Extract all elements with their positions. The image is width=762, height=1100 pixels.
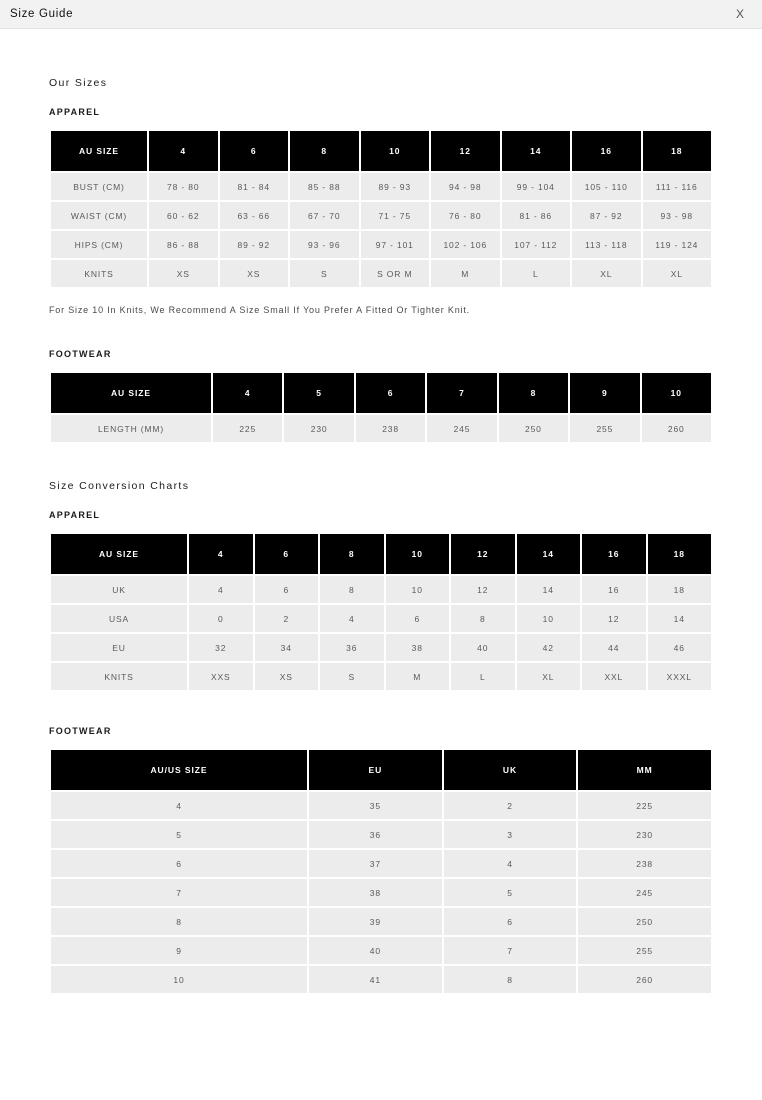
table-cell: 0 bbox=[189, 605, 253, 632]
table-cell: 250 bbox=[499, 415, 568, 442]
table-cell: 41 bbox=[309, 966, 442, 993]
table-row bbox=[51, 908, 711, 935]
table-cell: 245 bbox=[427, 415, 496, 442]
table-cell: 8 bbox=[444, 966, 577, 993]
table-cell: 99 - 104 bbox=[502, 173, 571, 200]
table-header-cell: AU SIZE bbox=[51, 534, 187, 574]
table-header-cell: 6 bbox=[356, 373, 425, 413]
table-cell: 93 - 96 bbox=[290, 231, 359, 258]
table-cell: 97 - 101 bbox=[361, 231, 430, 258]
table-cell: 3 bbox=[444, 821, 577, 848]
table-cell: LENGTH (MM) bbox=[51, 415, 211, 442]
table-cell: 38 bbox=[309, 879, 442, 906]
table-header-cell: 12 bbox=[451, 534, 515, 574]
table-cell: 63 - 66 bbox=[220, 202, 289, 229]
table-cell: 113 - 118 bbox=[572, 231, 641, 258]
size-guide-content bbox=[0, 29, 762, 995]
table-cell: M bbox=[431, 260, 500, 287]
table-row bbox=[51, 202, 711, 229]
table-cell: 6 bbox=[255, 576, 319, 603]
table-row bbox=[51, 663, 711, 690]
table-cell: 238 bbox=[356, 415, 425, 442]
table-header-row bbox=[51, 373, 711, 413]
table-cell: EU bbox=[51, 634, 187, 661]
table-row bbox=[51, 231, 711, 258]
table-header-cell: 10 bbox=[642, 373, 711, 413]
table-row bbox=[51, 634, 711, 661]
table-cell: 4 bbox=[320, 605, 384, 632]
table-cell: 60 - 62 bbox=[149, 202, 218, 229]
conversion-footwear-label: FOOTWEAR bbox=[49, 726, 112, 736]
our-sizes-apparel-table bbox=[49, 129, 713, 289]
table-cell: 10 bbox=[517, 605, 581, 632]
table-cell: 76 - 80 bbox=[431, 202, 500, 229]
table-cell: 255 bbox=[570, 415, 639, 442]
table-cell: 230 bbox=[284, 415, 353, 442]
table-row bbox=[51, 879, 711, 906]
table-cell: 34 bbox=[255, 634, 319, 661]
table-cell: 81 - 84 bbox=[220, 173, 289, 200]
table-cell: 8 bbox=[51, 908, 307, 935]
table-header-row bbox=[51, 750, 711, 790]
table-cell: XXL bbox=[582, 663, 646, 690]
table-cell: 12 bbox=[582, 605, 646, 632]
table-header-cell: 6 bbox=[255, 534, 319, 574]
table-cell: 14 bbox=[648, 605, 712, 632]
table-header-cell: 18 bbox=[648, 534, 712, 574]
table-cell: XS bbox=[149, 260, 218, 287]
table-cell: 89 - 92 bbox=[220, 231, 289, 258]
table-cell: 225 bbox=[213, 415, 282, 442]
table-cell: 225 bbox=[578, 792, 711, 819]
table-cell: 93 - 98 bbox=[643, 202, 712, 229]
table-cell: 81 - 86 bbox=[502, 202, 571, 229]
table-cell: 107 - 112 bbox=[502, 231, 571, 258]
table-cell: 8 bbox=[320, 576, 384, 603]
table-cell: BUST (CM) bbox=[51, 173, 147, 200]
table-row bbox=[51, 937, 711, 964]
table-header-cell: 16 bbox=[572, 131, 641, 171]
table-cell: 40 bbox=[451, 634, 515, 661]
table-row bbox=[51, 260, 711, 287]
table-cell: 44 bbox=[582, 634, 646, 661]
table-cell: S bbox=[320, 663, 384, 690]
table-header-cell: 4 bbox=[189, 534, 253, 574]
table-row bbox=[51, 173, 711, 200]
table-cell: 10 bbox=[386, 576, 450, 603]
table-cell: 78 - 80 bbox=[149, 173, 218, 200]
table-cell: 4 bbox=[189, 576, 253, 603]
knits-note: For Size 10 In Knits, We Recommend A Size Small If You Prefer A Fitted Or Tighter Knit. bbox=[49, 305, 470, 315]
table-cell: L bbox=[502, 260, 571, 287]
table-cell: 36 bbox=[320, 634, 384, 661]
table-cell: XXS bbox=[189, 663, 253, 690]
table-cell: 36 bbox=[309, 821, 442, 848]
table-header-cell: 14 bbox=[502, 131, 571, 171]
table-cell: 8 bbox=[451, 605, 515, 632]
table-row bbox=[51, 792, 711, 819]
table-header-cell: 6 bbox=[220, 131, 289, 171]
table-header-cell: 7 bbox=[427, 373, 496, 413]
table-cell: XL bbox=[572, 260, 641, 287]
table-cell: USA bbox=[51, 605, 187, 632]
table-row bbox=[51, 415, 711, 442]
table-cell: 2 bbox=[255, 605, 319, 632]
table-cell: 111 - 116 bbox=[643, 173, 712, 200]
table-header-row bbox=[51, 131, 711, 171]
table-row bbox=[51, 850, 711, 877]
table-cell: 42 bbox=[517, 634, 581, 661]
table-cell: 4 bbox=[51, 792, 307, 819]
table-cell: UK bbox=[51, 576, 187, 603]
table-cell: XL bbox=[517, 663, 581, 690]
table-cell: 14 bbox=[517, 576, 581, 603]
table-cell: 250 bbox=[578, 908, 711, 935]
table-cell: 260 bbox=[642, 415, 711, 442]
table-cell: 230 bbox=[578, 821, 711, 848]
table-cell: 40 bbox=[309, 937, 442, 964]
table-cell: 102 - 106 bbox=[431, 231, 500, 258]
table-header-row bbox=[51, 534, 711, 574]
table-header-cell: 4 bbox=[213, 373, 282, 413]
table-cell: 6 bbox=[51, 850, 307, 877]
conversion-apparel-label: APPAREL bbox=[49, 510, 101, 520]
table-header-cell: 4 bbox=[149, 131, 218, 171]
table-header-cell: EU bbox=[309, 750, 442, 790]
table-cell: 9 bbox=[51, 937, 307, 964]
table-cell: 7 bbox=[444, 937, 577, 964]
table-cell: 245 bbox=[578, 879, 711, 906]
conversion-apparel-table bbox=[49, 532, 713, 692]
table-cell: WAIST (CM) bbox=[51, 202, 147, 229]
table-cell: 6 bbox=[386, 605, 450, 632]
table-cell: L bbox=[451, 663, 515, 690]
our-sizes-footwear-table bbox=[49, 371, 713, 444]
modal-header bbox=[0, 0, 762, 29]
table-cell: 86 - 88 bbox=[149, 231, 218, 258]
table-row bbox=[51, 821, 711, 848]
table-header-cell: AU SIZE bbox=[51, 373, 211, 413]
table-cell: KNITS bbox=[51, 663, 187, 690]
table-cell: 2 bbox=[444, 792, 577, 819]
table-header-cell: 9 bbox=[570, 373, 639, 413]
table-header-cell: 8 bbox=[499, 373, 568, 413]
table-cell: XXXL bbox=[648, 663, 712, 690]
table-cell: M bbox=[386, 663, 450, 690]
table-cell: S bbox=[290, 260, 359, 287]
our-sizes-footwear-label: FOOTWEAR bbox=[49, 349, 112, 359]
table-header-cell: 8 bbox=[290, 131, 359, 171]
table-cell: 255 bbox=[578, 937, 711, 964]
table-row bbox=[51, 605, 711, 632]
table-cell: 87 - 92 bbox=[572, 202, 641, 229]
table-cell: 6 bbox=[444, 908, 577, 935]
table-cell: 10 bbox=[51, 966, 307, 993]
table-cell: 38 bbox=[386, 634, 450, 661]
table-cell: 18 bbox=[648, 576, 712, 603]
table-cell: XS bbox=[220, 260, 289, 287]
our-sizes-heading: Our Sizes bbox=[49, 77, 108, 89]
table-cell: 119 - 124 bbox=[643, 231, 712, 258]
table-cell: 32 bbox=[189, 634, 253, 661]
table-cell: XS bbox=[255, 663, 319, 690]
table-cell: 37 bbox=[309, 850, 442, 877]
table-cell: KNITS bbox=[51, 260, 147, 287]
table-header-cell: 18 bbox=[643, 131, 712, 171]
table-header-cell: 16 bbox=[582, 534, 646, 574]
table-cell: 94 - 98 bbox=[431, 173, 500, 200]
table-cell: 260 bbox=[578, 966, 711, 993]
table-header-cell: 5 bbox=[284, 373, 353, 413]
table-header-cell: 14 bbox=[517, 534, 581, 574]
table-header-cell: 8 bbox=[320, 534, 384, 574]
table-cell: S OR M bbox=[361, 260, 430, 287]
table-cell: 39 bbox=[309, 908, 442, 935]
table-cell: 16 bbox=[582, 576, 646, 603]
conversion-heading: Size Conversion Charts bbox=[49, 480, 190, 492]
table-header-cell: AU SIZE bbox=[51, 131, 147, 171]
table-header-cell: 12 bbox=[431, 131, 500, 171]
table-cell: 35 bbox=[309, 792, 442, 819]
table-cell: 67 - 70 bbox=[290, 202, 359, 229]
table-row bbox=[51, 966, 711, 993]
table-header-cell: MM bbox=[578, 750, 711, 790]
conversion-footwear-table bbox=[49, 748, 713, 995]
table-header-cell: UK bbox=[444, 750, 577, 790]
table-cell: XL bbox=[643, 260, 712, 287]
table-cell: 7 bbox=[51, 879, 307, 906]
table-cell: 46 bbox=[648, 634, 712, 661]
table-cell: 89 - 93 bbox=[361, 173, 430, 200]
table-header-cell: 10 bbox=[386, 534, 450, 574]
table-cell: 85 - 88 bbox=[290, 173, 359, 200]
table-cell: 71 - 75 bbox=[361, 202, 430, 229]
table-cell: 12 bbox=[451, 576, 515, 603]
table-cell: HIPS (CM) bbox=[51, 231, 147, 258]
close-icon[interactable]: X bbox=[735, 7, 744, 21]
table-cell: 5 bbox=[444, 879, 577, 906]
table-row bbox=[51, 576, 711, 603]
table-cell: 4 bbox=[444, 850, 577, 877]
table-header-cell: 10 bbox=[361, 131, 430, 171]
table-cell: 5 bbox=[51, 821, 307, 848]
table-cell: 105 - 110 bbox=[572, 173, 641, 200]
table-header-cell: AU/US SIZE bbox=[51, 750, 307, 790]
our-sizes-apparel-label: APPAREL bbox=[49, 107, 101, 117]
table-cell: 238 bbox=[578, 850, 711, 877]
page-title: Size Guide bbox=[10, 8, 74, 20]
